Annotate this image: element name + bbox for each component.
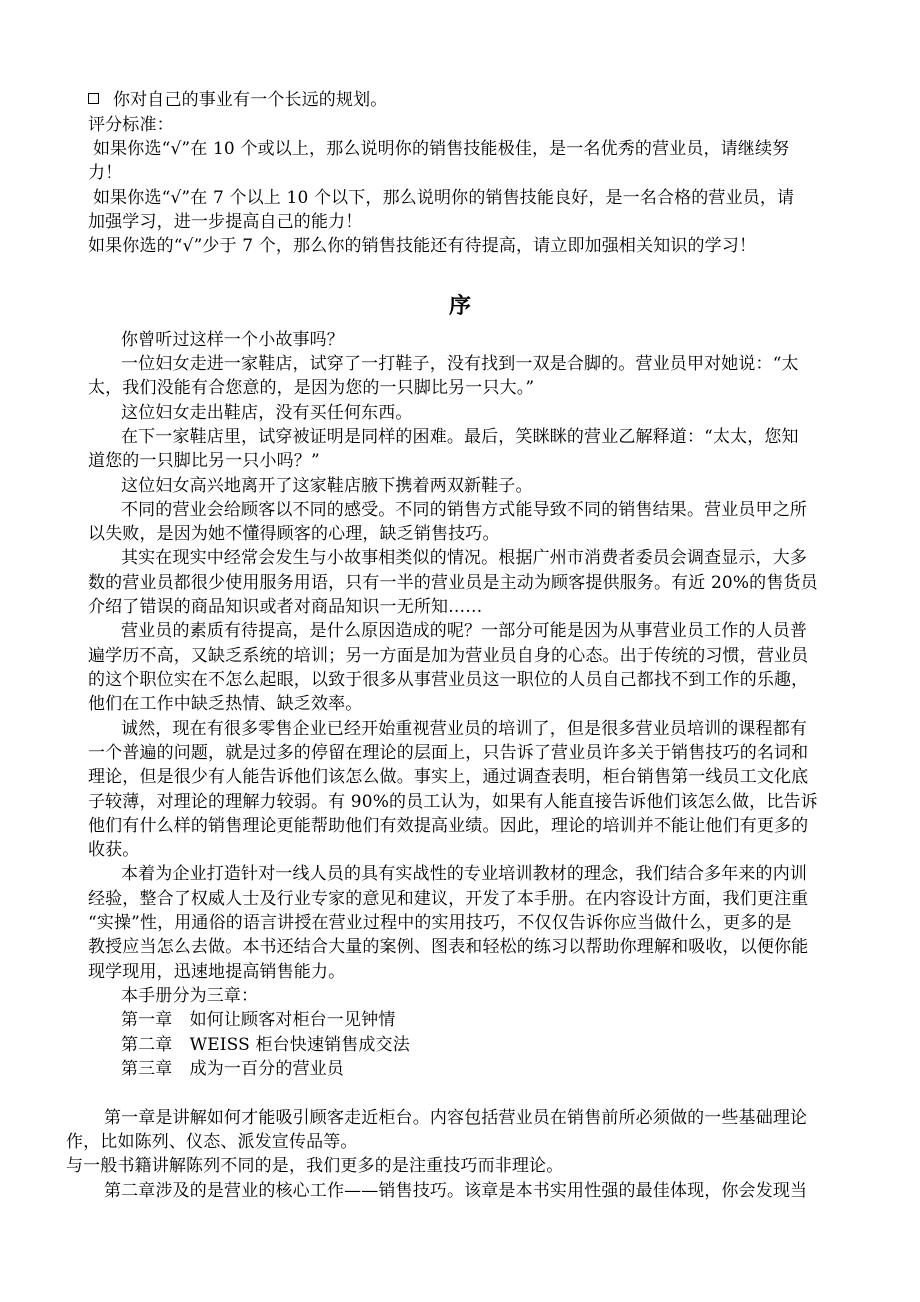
preface-line: 诚然，现在有很多零售企业已经开始重视营业员的培训了，但是很多营业员培训的课程都有 (121, 719, 807, 739)
preface-line: 营业员的素质有待提高，是什么原因造成的呢？一部分可能是因为从事营业员工作的人员普 (121, 621, 807, 641)
preface-line: 收获。 (88, 840, 140, 860)
chapter-list-item: 第一章 如何让顾客对柜台一见钟情 (121, 1010, 396, 1030)
preface-line: 介绍了错误的商品知识或者对商品知识一无所知…… (88, 597, 483, 617)
preface-line: 遍学历不高，又缺乏系统的培训；另一方面是加为营业员自身的心态。出于传统的习惯，营业员 (88, 646, 809, 666)
preface-line: 不同的营业会给顾客以不同的感受。不同的销售方式能导致不同的销售结果。营业员甲之所 (121, 500, 807, 520)
preface-line: 在下一家鞋店里，试穿被证明是同样的困难。最后，笑眯眯的营业乙解释道：“太太，您知 (121, 427, 799, 447)
preface-line: 教授应当怎么去做。本书还结合大量的案例、图表和轻松的练习以帮助你理解和吸收，以便你能 (88, 937, 809, 957)
chapter-list-item: 第二章 WEISS 柜台快速销售成交法 (121, 1035, 410, 1055)
preface-tail-line: 与一般书籍讲解陈列不同的是，我们更多的是注重技巧而非理论。 (66, 1156, 564, 1176)
scoring-rule-1-line-1: 如果你选“√”在 10 个或以上，那么说明你的销售技能极佳，是一名优秀的营业员，请继续努 (93, 139, 790, 159)
preface-line: 这位妇女高兴地离开了这家鞋店腋下携着两双新鞋子。 (121, 476, 533, 496)
checklist-item (88, 88, 387, 112)
preface-tail-line: 第二章涉及的是营业的核心工作——销售技巧。该章是本书实用性强的最佳体现，你会发现当 (104, 1181, 808, 1201)
preface-line: 他们在工作中缺乏热情、缺乏效率。 (88, 694, 363, 714)
preface-line: 经验，整合了权威人士及行业专家的意见和建议，开发了本手册。在内容设计方面，我们更注重 (88, 889, 809, 909)
scoring-rule-2-line-2: 加强学习，进一步提高自己的能力！ (88, 212, 363, 232)
preface-tail-line: 第一章是讲解如何才能吸引顾客走近柜台。内容包括营业员在销售前所必须做的一些基础理论 (104, 1108, 808, 1128)
scoring-rule-1-line-2: 力！ (88, 163, 123, 183)
scoring-title: 评分标准： (88, 115, 174, 135)
checkbox-square-icon (88, 93, 99, 104)
preface-line: 一个普遍的问题，就是过多的停留在理论的层面上，只告诉了营业员许多关于销售技巧的名词和 (88, 743, 809, 763)
preface-line: 太，我们没能有合您意的，是因为您的一只脚比另一只大。” (88, 378, 535, 398)
scoring-rule-2-line-1: 如果你选“√”在 7 个以上 10 个以下，那么说明你的销售技能良好，是一名合格的营业员，请 (93, 188, 795, 208)
preface-line: 道您的一只脚比另一只小吗？” (88, 451, 320, 471)
preface-line: 现学现用，迅速地提高销售能力。 (88, 962, 346, 982)
chapter-list-item: 第三章 成为一百分的营业员 (121, 1059, 344, 1079)
preface-heading: 序 (448, 293, 471, 319)
preface-line: 的这个职位实在不怎么起眼，以致于很多从事营业员这一职位的人员自己都找不到工作的乐趣， (88, 670, 809, 690)
scoring-rule-3: 如果你选的“√”少于 7 个，那么你的销售技能还有待提高，请立即加强相关知识的学习！ (88, 236, 757, 256)
checklist-item-text: 你对自己的事业有一个长远的规划。 (113, 90, 388, 110)
preface-tail-line: 作，比如陈列、仪态、派发宣传品等。 (66, 1132, 358, 1152)
preface-line: 以失败，是因为她不懂得顾客的心理，缺乏销售技巧。 (88, 524, 500, 544)
preface-line: “实操”性，用通俗的语言讲授在营业过程中的实用技巧，不仅仅告诉你应当做什么，更多的是 (88, 913, 792, 933)
preface-line: 这位妇女走出鞋店，没有买任何东西。 (121, 403, 413, 423)
preface-line: 其实在现实中经常会发生与小故事相类似的情况。根据广州市消费者委员会调查显示，大多 (121, 548, 807, 568)
preface-line: 本着为企业打造针对一线人员的具有实战性的专业培训教材的理念，我们结合多年来的内训 (121, 864, 807, 884)
preface-line: 本手册分为三章： (121, 986, 259, 1006)
preface-line: 他们有什么样的销售理论更能帮助他们有效提高业绩。因此，理论的培训并不能让他们有更多的 (88, 816, 809, 836)
preface-line: 一位妇女走进一家鞋店，试穿了一打鞋子，没有找到一双是合脚的。营业员甲对她说：“太 (121, 354, 799, 374)
preface-line: 数的营业员都很少使用服务用语，只有一半的营业员是主动为顾客提供服务。有近 20%的售货员 (88, 573, 818, 593)
preface-line: 子较薄，对理论的理解力较弱。有 90%的员工认为，如果有人能直接告诉他们该怎么做，比告诉 (88, 792, 818, 812)
preface-line: 你曾听过这样一个小故事吗？ (121, 330, 344, 350)
preface-line: 理论，但是很少有人能告诉他们该怎么做。事实上，通过调查表明，柜台销售第一线员工文化底 (88, 767, 809, 787)
